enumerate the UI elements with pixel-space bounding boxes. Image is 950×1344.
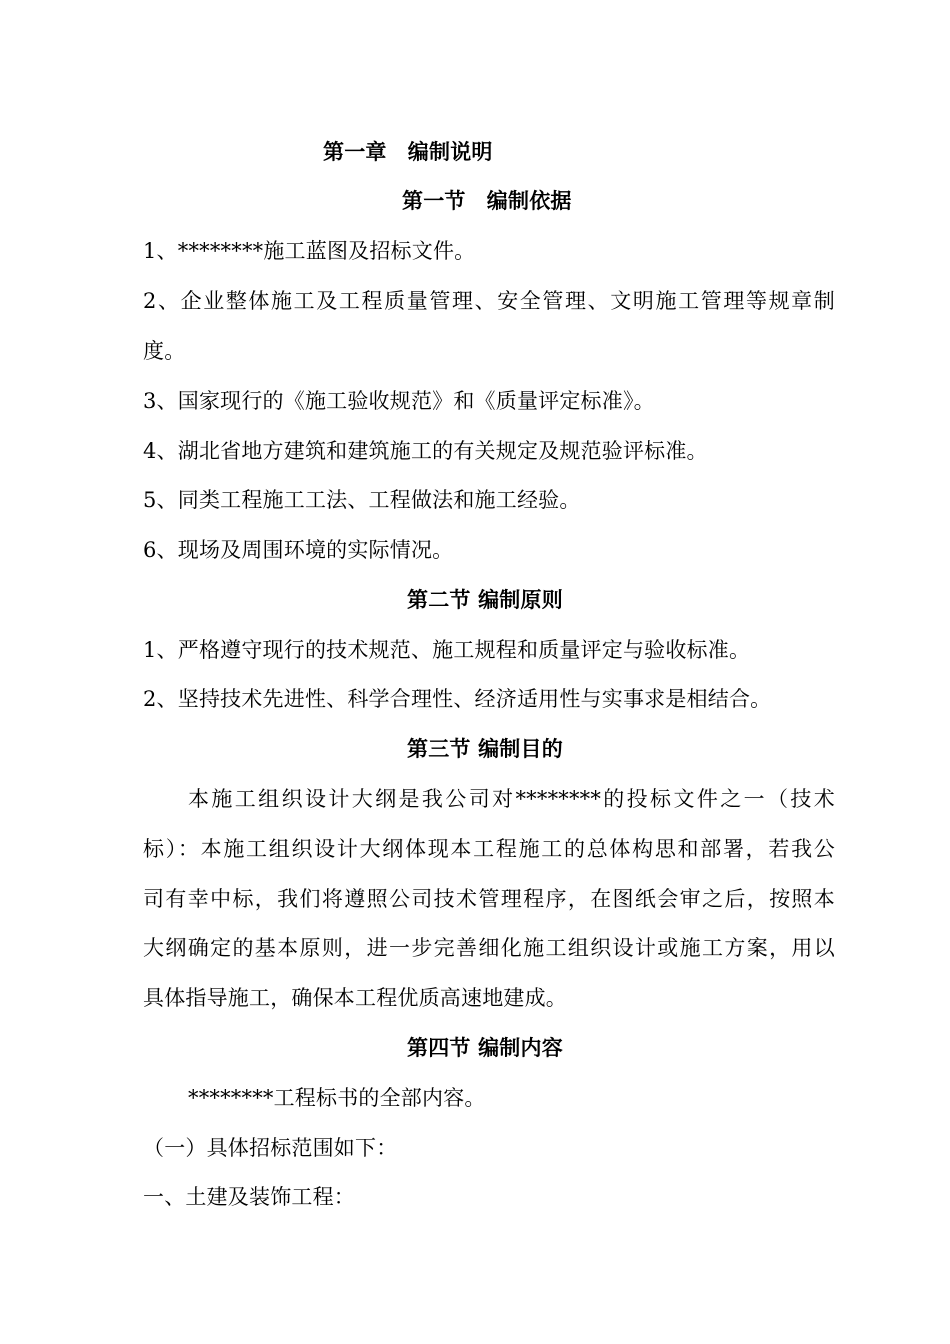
basis-item-3: 3、国家现行的《施工验收规范》和《质量评定标准》。	[143, 389, 655, 413]
basis-item-2: 2、企业整体施工及工程质量管理、安全管理、文明施工管理等规章制	[143, 289, 835, 313]
basis-item-2-cont: 度。	[143, 339, 186, 363]
purpose-line-3: 司有幸中标，我们将遵照公司技术管理程序，在图纸会审之后，按照本	[143, 887, 835, 911]
purpose-line-1: 本施工组织设计大纲是我公司对********的投标文件之一（技术	[188, 787, 835, 811]
basis-item-4: 4、湖北省地方建筑和建筑施工的有关规定及规范验评标准。	[143, 439, 708, 463]
basis-item-1: 1、********施工蓝图及招标文件。	[143, 239, 476, 263]
section-title-purpose: 第三节 编制目的	[407, 736, 563, 761]
basis-item-6: 6、现场及周围环境的实际情况。	[143, 538, 454, 562]
content-line-3: 一、土建及装饰工程：	[143, 1185, 355, 1209]
principle-item-2: 2、坚持技术先进性、科学合理性、经济适用性与实事求是相结合。	[143, 687, 772, 711]
principle-item-1: 1、严格遵守现行的技术规范、施工规程和质量评定与验收标准。	[143, 638, 751, 662]
purpose-line-2: 标）：本施工组织设计大纲体现本工程施工的总体构思和部署，若我公	[143, 837, 835, 861]
purpose-line-5: 具体指导施工，确保本工程优质高速地建成。	[143, 986, 567, 1010]
content-line-1: ********工程标书的全部内容。	[188, 1086, 486, 1110]
basis-item-5: 5、同类工程施工工法、工程做法和施工经验。	[143, 488, 581, 512]
section-title-basis: 第一节 编制依据	[402, 188, 572, 213]
chapter-title: 第一章 编制说明	[323, 139, 493, 164]
section-title-content: 第四节 编制内容	[407, 1035, 563, 1060]
purpose-line-4: 大纲确定的基本原则，进一步完善细化施工组织设计或施工方案，用以	[143, 936, 835, 960]
content-line-2: （一）具体招标范围如下：	[143, 1136, 398, 1160]
section-title-principles: 第二节 编制原则	[407, 587, 563, 612]
